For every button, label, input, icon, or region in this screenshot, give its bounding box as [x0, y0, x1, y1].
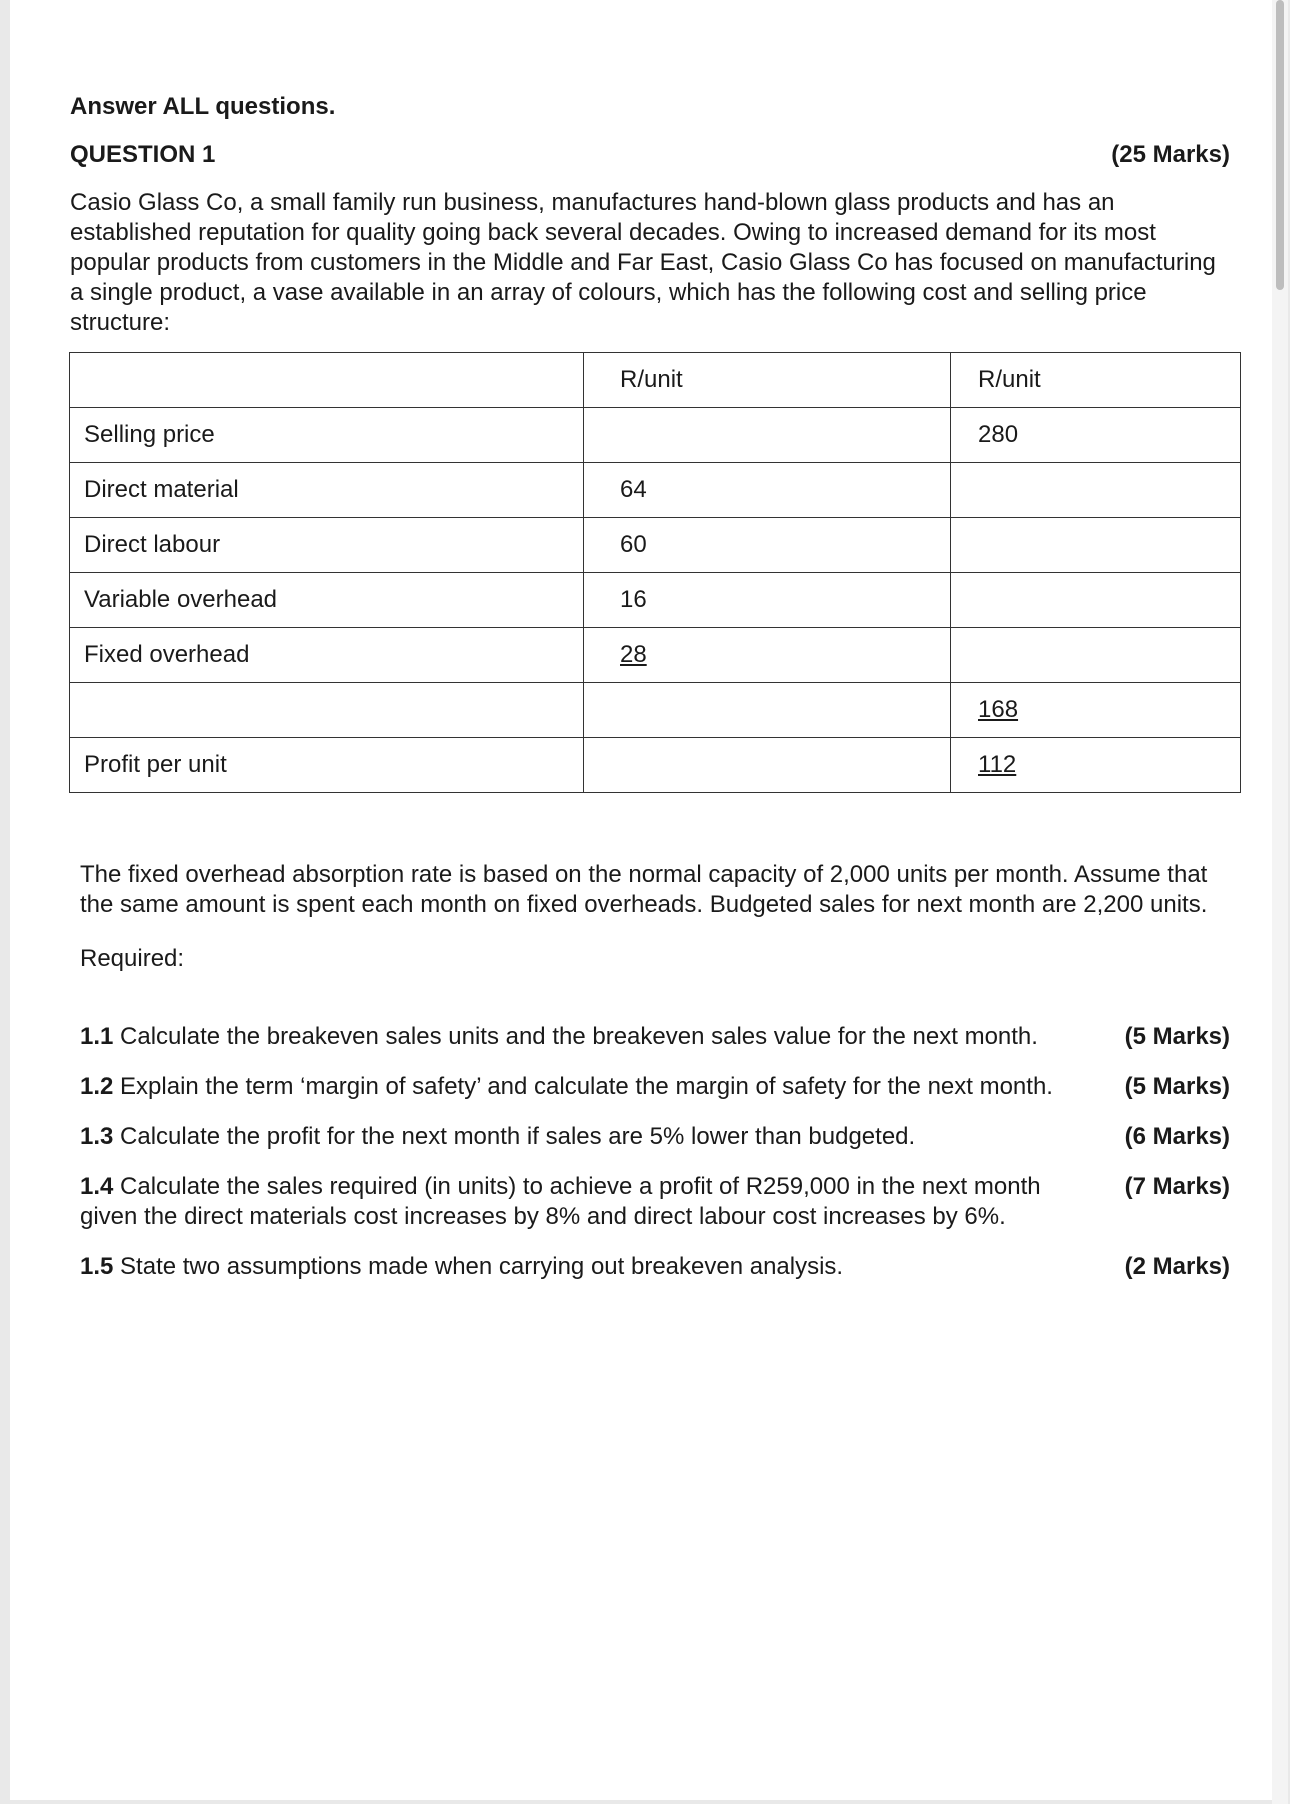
subquestion-1-2 [80, 1072, 1230, 1102]
table-cell: 280 [951, 408, 1241, 463]
table-cell [951, 463, 1241, 518]
table-row [70, 463, 1241, 518]
table-cell: 16 [584, 573, 951, 628]
table-cell [951, 628, 1241, 683]
table-cell: R/unit [584, 353, 951, 408]
table-row [70, 518, 1241, 573]
subquestion-number: 1.3 [80, 1123, 114, 1150]
subquestion-1-4 [80, 1172, 1230, 1232]
table-cell [70, 353, 584, 408]
subquestion-text [80, 1252, 1100, 1282]
table-cell [70, 683, 584, 738]
table-cell [951, 518, 1241, 573]
table-cell: Variable overhead [70, 573, 584, 628]
subquestion-text [80, 1072, 1100, 1102]
subquestion-1-5 [80, 1252, 1230, 1282]
subquestion-list [80, 1022, 1230, 1302]
table-cell: Direct material [70, 463, 584, 518]
subquestion-number: 1.1 [80, 1023, 114, 1050]
table-cell: Fixed overhead [70, 628, 584, 683]
document-page [10, 0, 1276, 1800]
question-marks: (25 Marks) [1111, 141, 1230, 168]
table-cell [951, 573, 1241, 628]
table-cell [584, 738, 951, 793]
scrollbar-thumb[interactable] [1276, 0, 1284, 290]
subquestion-marks: (6 Marks) [1124, 1123, 1230, 1150]
subquestion-marks: (5 Marks) [1124, 1073, 1230, 1100]
table-cell: 60 [584, 518, 951, 573]
table-header-row [70, 353, 1241, 408]
table-row [70, 738, 1241, 793]
table-cell: 28 [584, 628, 951, 683]
table-row [70, 408, 1241, 463]
subquestion-body: Calculate the sales required (in units) to achieve a profit of R259,000 in the next month given the direct materials cost increases by 8% and direct labour cost increases by 6%. [80, 1173, 1041, 1230]
question-title: QUESTION 1 [70, 141, 216, 168]
question-intro: Casio Glass Co, a small family run business, manufactures hand-blown glass products and has an established reputation for quality going back several decades. Owing to increased demand for its most popular products from customers in the Middle and Far East, Casio Glass Co has focused on manufacturing a single product, a vase available in an array of colours, which has the following cost and selling price structure: [70, 189, 1216, 336]
subquestion-text [80, 1172, 1100, 1232]
table-row [70, 628, 1241, 683]
subquestion-text [80, 1122, 1100, 1152]
subquestion-1-1 [80, 1022, 1230, 1052]
table-cell [584, 408, 951, 463]
table-row [70, 573, 1241, 628]
question-header-block [70, 92, 1230, 338]
table-cell: 168 [951, 683, 1241, 738]
table-row [70, 683, 1241, 738]
subquestion-body: Explain the term ‘margin of safety’ and calculate the margin of safety for the next month. [120, 1073, 1053, 1100]
subquestion-body: Calculate the breakeven sales units and the breakeven sales value for the next month. [120, 1023, 1038, 1050]
table-cell: Direct labour [70, 518, 584, 573]
table-cell: 64 [584, 463, 951, 518]
table-cell: Profit per unit [70, 738, 584, 793]
cost-structure-table [69, 352, 1241, 793]
subquestion-marks: (2 Marks) [1124, 1253, 1230, 1280]
subquestion-number: 1.2 [80, 1073, 114, 1100]
subquestion-text [80, 1022, 1100, 1052]
subquestion-number: 1.5 [80, 1253, 114, 1280]
question-heading [70, 140, 1230, 170]
table-cell: Selling price [70, 408, 584, 463]
table-cell: 112 [951, 738, 1241, 793]
subquestion-number: 1.4 [80, 1173, 114, 1200]
subquestion-marks: (5 Marks) [1124, 1023, 1230, 1050]
overhead-paragraph: The fixed overhead absorption rate is based on the normal capacity of 2,000 units per month. Assume that the same amount is spent each month on fixed overheads. Budgeted sales for next month are 2,200 units. [80, 861, 1208, 918]
required-label: Required: [80, 945, 185, 972]
table-cell: R/unit [951, 353, 1241, 408]
table-cell [584, 683, 951, 738]
subquestion-body: Calculate the profit for the next month if sales are 5% lower than budgeted. [120, 1123, 916, 1150]
instruction-text: Answer ALL questions. [70, 93, 336, 120]
subquestion-1-3 [80, 1122, 1230, 1152]
subquestion-marks: (7 Marks) [1124, 1173, 1230, 1200]
subquestion-body: State two assumptions made when carrying out breakeven analysis. [120, 1253, 844, 1280]
